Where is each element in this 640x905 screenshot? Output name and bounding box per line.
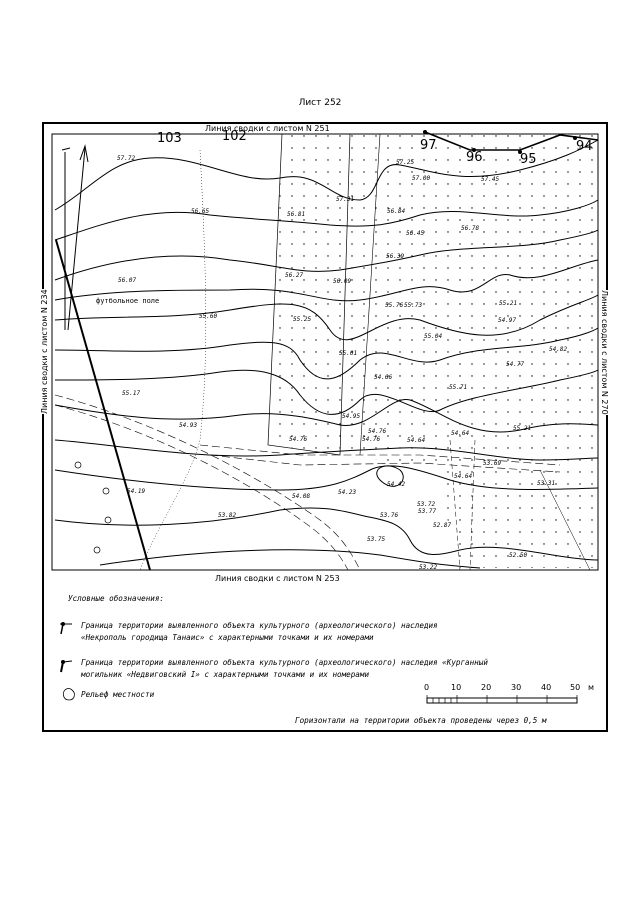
elevation-mark: 57.25	[396, 159, 415, 166]
elevation-mark: 56.07	[118, 277, 137, 284]
elevation-mark: 55.76	[385, 302, 404, 309]
elevation-mark: 56.27	[285, 272, 304, 279]
contour-interval-note: Горизонтали на территории объекта проведены через 0,5 м	[295, 716, 547, 725]
elevation-mark: 54.64	[454, 473, 473, 480]
scale-tick: 40	[541, 683, 552, 692]
scale-tick: 30	[511, 683, 522, 692]
legend-symbol-relief	[63, 689, 74, 701]
elevation-mark: 57.00	[412, 175, 431, 182]
elevation-mark: 54.76	[368, 428, 387, 435]
football-field-label: футбольное поле	[96, 297, 160, 305]
elevation-mark: 56.81	[287, 211, 306, 218]
legend-heading: Условные обозначения:	[68, 594, 165, 603]
scale-unit: м	[588, 683, 595, 692]
elevation-mark: 53.72	[417, 501, 436, 508]
elevation-mark: 53.69	[483, 460, 502, 467]
elevation-mark: 54.64	[451, 430, 470, 437]
elevation-mark: 57.45	[481, 176, 500, 183]
elevation-mark: 56.65	[191, 208, 210, 215]
elevation-mark: 54.23	[338, 489, 357, 496]
point-number: 95	[520, 152, 537, 167]
edge-label-top: Линия сводки с листом N 251	[205, 124, 330, 133]
legend-text: «Некрополь городища Танаис» с характерными точками и их номерами	[81, 633, 374, 642]
elevation-mark: 53.75	[367, 536, 386, 543]
edge-label-bottom: Линия сводки с листом N 253	[215, 574, 340, 583]
elevation-mark: 55.25	[293, 316, 312, 323]
legend-item-necropolis	[81, 620, 438, 644]
elevation-mark: 52.50	[509, 552, 528, 559]
elevation-mark: 56.39	[386, 253, 405, 260]
elevation-mark: 55.21	[499, 300, 518, 307]
elevation-mark: 57.31	[336, 196, 355, 203]
elevation-mark: 54.08	[292, 493, 311, 500]
elevation-mark: 53.82	[218, 512, 237, 519]
point-number: 97	[420, 138, 437, 153]
legend-symbol-kurgan	[61, 660, 72, 672]
elevation-mark: 52.87	[433, 522, 452, 529]
elevation-mark: 54.76	[289, 436, 308, 443]
elevation-mark: 54.95	[342, 413, 361, 420]
elevation-mark: 56.84	[387, 208, 406, 215]
elevation-mark: 54.64	[407, 437, 426, 444]
legend-text: Граница территории выявленного объекта культурного (археологического) наследия «Курганный	[81, 658, 488, 667]
scale-tick: 20	[481, 683, 492, 692]
elevation-mark: 53.77	[418, 508, 437, 515]
elevation-mark: 55.71	[449, 384, 468, 391]
elevation-mark: 55.73	[404, 302, 423, 309]
elevation-mark: 54.97	[498, 317, 517, 324]
edge-label-left: Линия сводки с листом N 234	[40, 289, 49, 414]
elevation-mark: 56.45	[406, 230, 425, 237]
elevation-mark: 55.01	[339, 350, 358, 357]
elevation-mark: 56.78	[461, 225, 480, 232]
elevation-mark: 56.09	[333, 278, 352, 285]
kurgan-boundary	[56, 240, 150, 570]
elevation-mark: 54.77	[506, 361, 525, 368]
elevation-mark: 55.21	[513, 425, 532, 432]
point-number: 94	[576, 139, 593, 154]
scale-tick: 50	[570, 683, 581, 692]
elevation-mark: 53.76	[380, 512, 399, 519]
elevation-mark: 57.72	[117, 155, 136, 162]
elevation-mark: 54.82	[549, 346, 568, 353]
sheet-number: 103	[157, 131, 182, 146]
elevation-mark: 55.04	[424, 333, 443, 340]
elevation-mark: 54.19	[127, 488, 146, 495]
legend-text: Граница территории выявленного объекта культурного (археологического) наследия	[81, 621, 438, 630]
legend-item-relief: Рельеф местности	[81, 690, 155, 699]
edge-label-right: Линия сводки с листом N 270	[600, 290, 609, 415]
elevation-mark: 55.60	[199, 313, 218, 320]
elevation-mark: 54.93	[179, 422, 198, 429]
north-arrow-icon	[62, 146, 88, 330]
elevation-mark: 54.66	[374, 374, 393, 381]
legend-text: могильник «Недвиговский I» с характерными точками и их номерами	[81, 670, 370, 679]
legend-symbol-necropolis	[60, 622, 72, 634]
point-number: 96	[466, 150, 483, 165]
elevation-mark: 53.22	[419, 564, 438, 571]
sheet-title: Лист 252	[298, 98, 342, 108]
elevation-mark: 55.17	[122, 390, 141, 397]
elevation-mark: 54.42	[387, 481, 406, 488]
elevation-mark: 54.76	[362, 436, 381, 443]
scale-tick: 10	[451, 683, 462, 692]
elevation-mark: 53.31	[537, 480, 556, 487]
scale-bar	[427, 695, 577, 703]
sheet-number: 102	[222, 129, 247, 144]
legend-item-kurgan	[81, 657, 488, 681]
scale-tick: 0	[424, 683, 430, 692]
